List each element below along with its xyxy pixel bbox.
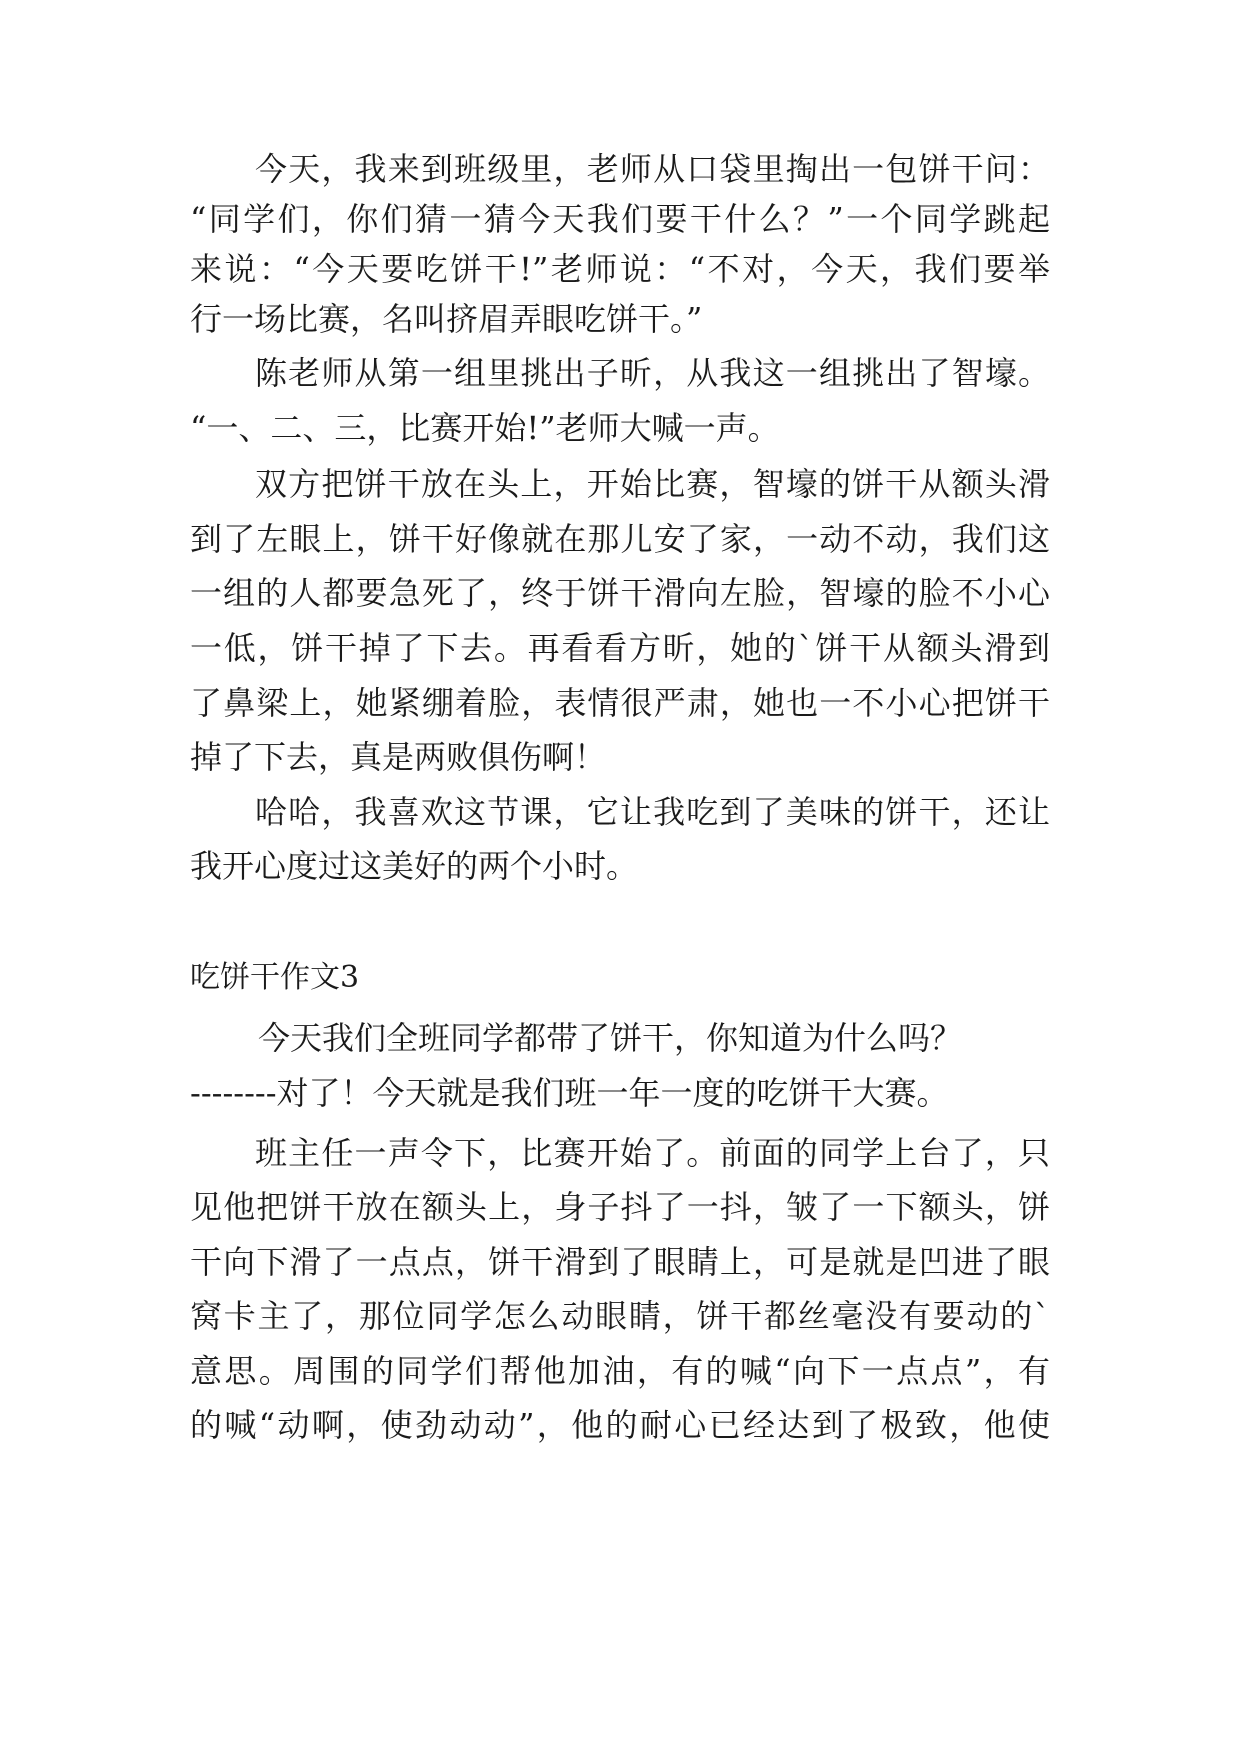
text-line: 今天，我来到班级里，老师从口袋里掏出一包饼干问： <box>255 150 1050 188</box>
text-line: 双方把饼干放在头上，开始比赛，智壕的饼干从额头滑 <box>255 465 1050 503</box>
text-line: 见他把饼干放在额头上，身子抖了一抖，皱了一下额头，饼 <box>190 1188 1050 1226</box>
text-line: 了鼻梁上，她紧绷着脸，表情很严肃，她也一不小心把饼干 <box>190 684 1050 722</box>
text-line: 今天我们全班同学都带了饼干，你知道为什么吗？ <box>258 1019 963 1057</box>
section-heading: 吃饼干作文3 <box>190 960 360 995</box>
text-line: 掉了下去，真是两败俱伤啊！ <box>190 738 607 776</box>
text-line: 到了左眼上，饼干好像就在那儿安了家，一动不动，我们这 <box>190 520 1050 558</box>
text-line: 来说：“今天要吃饼干!”老师说：“不对，今天，我们要举 <box>190 250 1050 288</box>
text-line: --------对了！今天就是我们班一年一度的吃饼干大赛。 <box>190 1074 949 1112</box>
text-line: 行一场比赛，名叫挤眉弄眼吃饼干。” <box>190 300 703 338</box>
text-line: 一低，饼干掉了下去。再看看方昕，她的`饼干从额头滑到 <box>190 629 1050 667</box>
text-line: 班主任一声令下，比赛开始了。前面的同学上台了，只 <box>255 1134 1050 1172</box>
text-line: “同学们，你们猜一猜今天我们要干什么？”一个同学跳起 <box>190 200 1050 238</box>
text-line: 干向下滑了一点点，饼干滑到了眼睛上，可是就是凹进了眼 <box>190 1243 1050 1281</box>
text-line: 一组的人都要急死了，终于饼干滑向左脸，智壕的脸不小心 <box>190 574 1050 612</box>
text-line: 哈哈，我喜欢这节课，它让我吃到了美味的饼干，还让 <box>255 793 1050 831</box>
text-line: 的喊“动啊，使劲动动”，他的耐心已经达到了极致，他使 <box>190 1406 1050 1444</box>
text-line: 窝卡主了，那位同学怎么动眼睛，饼干都丝毫没有要动的` <box>190 1297 1050 1335</box>
text-line: “一、二、三，比赛开始!”老师大喊一声。 <box>190 409 780 447</box>
text-line: 意思。周围的同学们帮他加油，有的喊“向下一点点”，有 <box>190 1352 1050 1390</box>
text-line: 陈老师从第一组里挑出子昕，从我这一组挑出了智壕。 <box>255 354 1050 392</box>
text-line: 我开心度过这美好的两个小时。 <box>190 847 639 885</box>
